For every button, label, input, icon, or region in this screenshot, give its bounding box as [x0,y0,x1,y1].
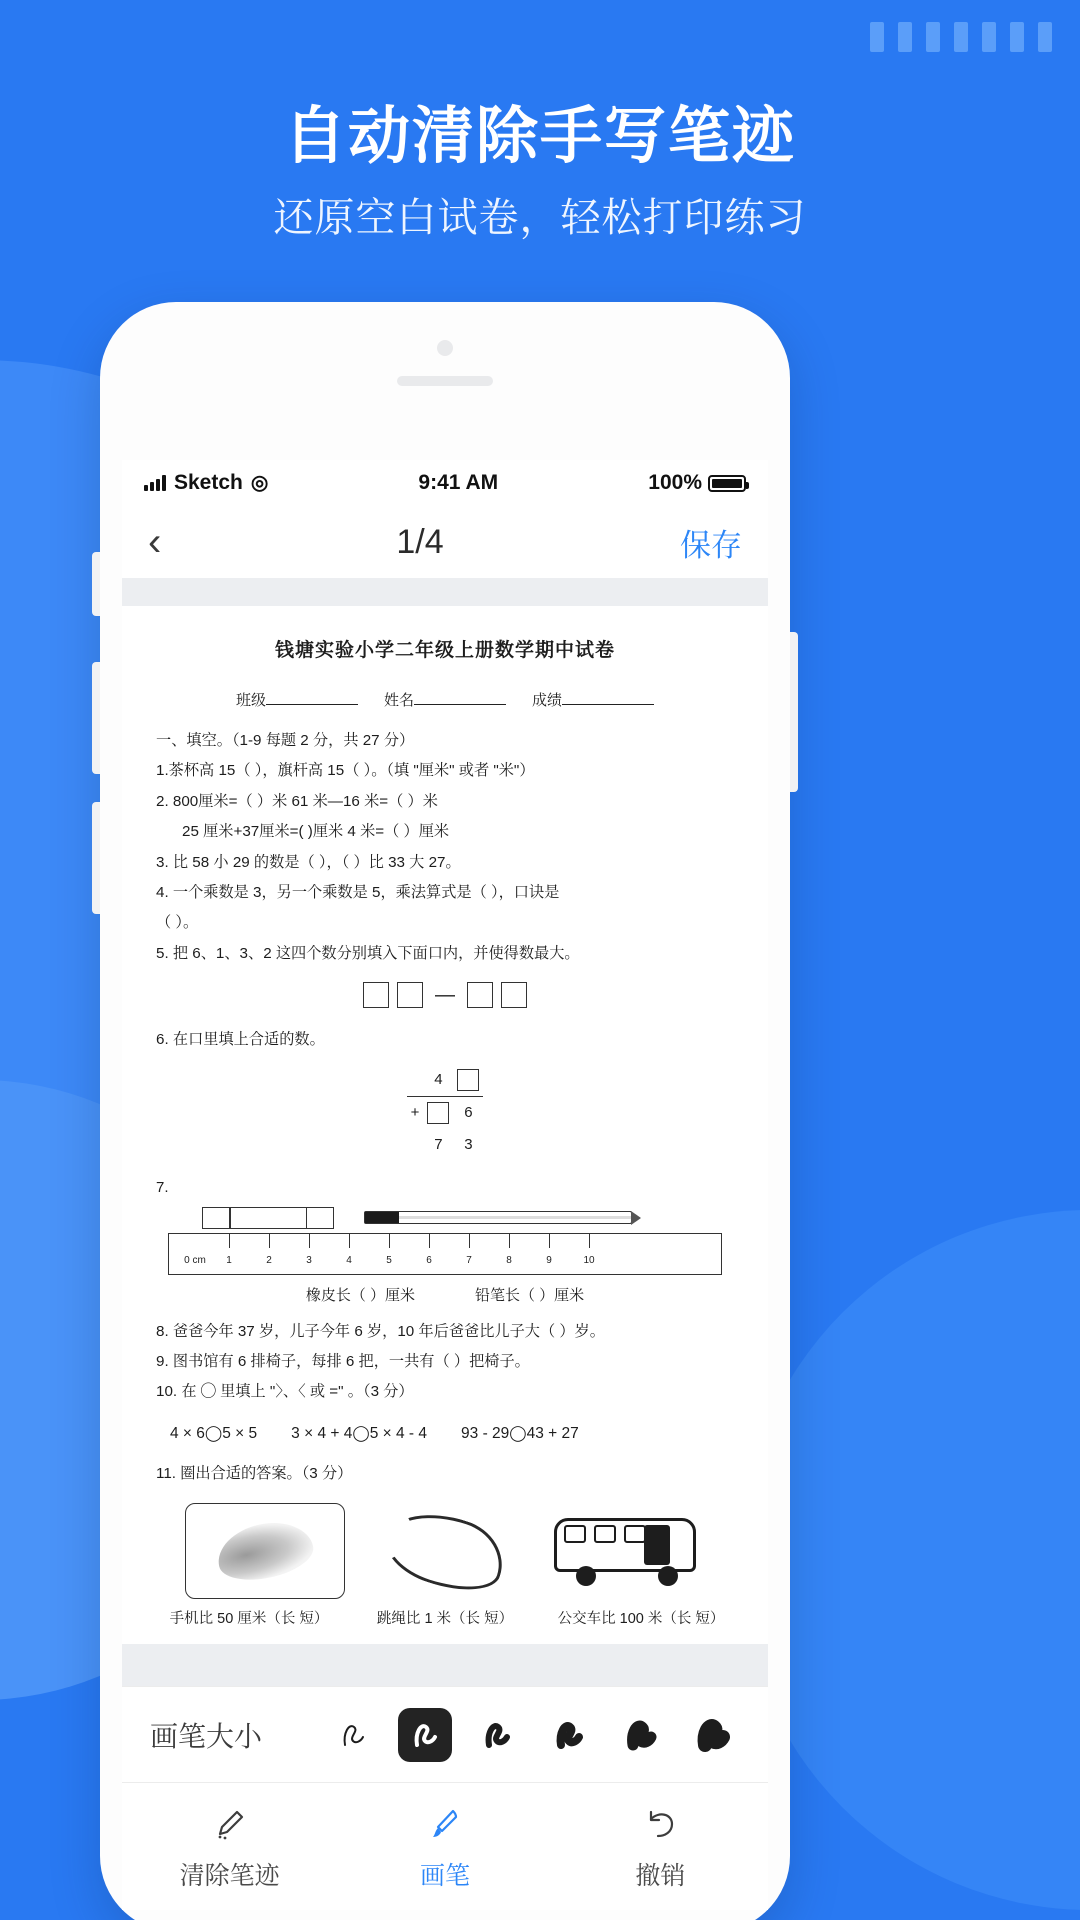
ruler-tick-label: 10 [583,1254,595,1266]
q11-pictures [156,1503,734,1599]
undo-icon [641,1802,679,1846]
vadd-digit: 6 [453,1096,483,1129]
bottom-tab-bar [122,1782,768,1910]
ruler-tick-label: 7 [466,1254,472,1266]
q11-caption: 跳绳比 1 米（长 短） [376,1611,514,1628]
ruler-tick-label: 6 [426,1254,432,1266]
promo-headline: 自动清除手写笔迹 [283,102,796,171]
jump-rope-icon [365,1503,525,1599]
tab-clear-handwriting[interactable] [122,1802,337,1892]
wifi-icon: ◎ [250,472,269,494]
brush-icon [426,1802,464,1846]
eraser-drawing [202,1207,334,1229]
exam-fields [156,686,734,716]
carrier-name: Sketch [174,471,243,494]
ruler-tick-label: 2 [266,1254,272,1266]
exam-line: （ ）。 [156,914,199,932]
minus-sign: — [435,984,455,1007]
ruler-tick-label: 4 [346,1254,352,1266]
exam-line: 10. 在 ◯ 里填上 "〉、〈 或 =" 。（3 分） [156,1383,414,1401]
tab-label: 画笔 [419,1861,470,1890]
exam-line: 5. 把 6、1、3、2 这四个数分别填入下面口内，并使得数最大。 [156,944,580,962]
promo-subheadline: 还原空白试卷，轻松打印练习 [273,196,807,240]
power-button[interactable] [790,632,798,792]
q6-vertical-addition [156,1064,734,1161]
exam-line: 8. 爸爸今年 37 岁，儿子今年 6 岁，10 年后爸爸比儿子大（ ）岁。 [156,1322,605,1340]
bus-icon [545,1503,705,1599]
vadd-plus: + [407,1096,424,1129]
brush-size-option-6[interactable] [686,1708,740,1762]
app-nav-bar [122,506,768,578]
tab-label: 撤销 [635,1861,686,1890]
expression: 93 - 29◯43 + 27 [461,1424,579,1442]
pencil-length-label: 铅笔长（ ）厘米 [475,1286,585,1304]
brush-size-option-5[interactable] [614,1708,668,1762]
page-bottom-spacer [122,1644,768,1686]
q11-title: 11. 圈出合适的答案。（3 分） [156,1464,353,1482]
expression: 3 × 4 + 4◯5 × 4 - 4 [291,1424,428,1442]
ruler-tick-label: 1 [226,1254,232,1266]
section-1-title: 一、填空。（1-9 每题 2 分，共 27 分） [156,732,415,749]
ruler-unit: 0 cm [184,1254,206,1266]
earpiece-speaker [397,376,493,386]
exam-line: 3. 比 58 小 29 的数是（ ），（ ）比 33 大 27。 [156,853,461,871]
field-name: 姓名 [384,686,506,716]
brush-size-option-4[interactable] [542,1708,596,1762]
ruler-tick-label: 5 [386,1254,392,1266]
exam-line: 25 厘米+37厘米=( )厘米 4 米=（ ）厘米 [182,823,450,841]
exam-line: 4. 一个乘数是 3，另一个乘数是 5，乘法算式是（ ），口诀是 [156,884,560,902]
brush-size-option-2[interactable] [398,1708,452,1762]
answer-box [501,982,527,1008]
page-indicator: 1/4 [396,522,444,561]
exam-line: 2. 800厘米=（ ）米 61 米—16 米=（ ）米 [156,792,438,810]
volume-down-button[interactable] [92,802,100,914]
answer-box [467,982,493,1008]
tab-undo[interactable] [553,1802,768,1892]
q11-caption: 手机比 50 厘米（长 短） [169,1611,329,1628]
front-camera-icon [437,340,453,356]
eraser-pen-icon [211,1802,249,1846]
vadd-result-digit: 3 [464,1135,473,1153]
ruler-tick-label: 3 [306,1254,312,1266]
vadd-digit: 4 [434,1070,443,1088]
q11-caption: 公交车比 100 米（长 短） [557,1611,725,1628]
answer-box [363,982,389,1008]
answer-box [397,982,423,1008]
exam-line: 1.茶杯高 15（ ），旗杆高 15（ ）。（填 "厘米" 或者 "米"） [156,762,535,780]
q11-captions [156,1605,734,1634]
phone-screen [122,460,768,1910]
brush-size-option-1[interactable] [326,1708,380,1762]
back-button[interactable]: ‹ [148,520,162,564]
q7-figure [156,1173,734,1311]
mute-switch[interactable] [92,552,100,616]
answer-box [457,1069,479,1091]
eraser-length-label: 橡皮长（ ）厘米 [305,1286,415,1304]
vadd-result-digit: 7 [434,1135,443,1153]
status-bar [122,460,768,506]
expression: 4 × 6◯5 × 5 [170,1424,258,1442]
signal-bars-icon [144,475,166,491]
q7-number: 7. [156,1178,169,1196]
brush-size-option-3[interactable] [470,1708,524,1762]
ruler-tick-label: 8 [506,1254,512,1266]
answer-box [427,1102,449,1124]
battery-percent: 100% [648,471,702,494]
decorative-circle-3 [740,1210,1080,1910]
tab-label: 清除笔迹 [179,1861,280,1890]
field-score: 成绩 [532,686,654,716]
tab-brush[interactable] [337,1802,552,1892]
volume-up-button[interactable] [92,662,100,774]
decorative-dot-row [870,22,1052,52]
brush-size-options [284,1708,740,1762]
page-top-spacer [122,578,768,606]
brush-size-label: 画笔大小 [150,1720,263,1752]
phone-feather-icon [185,1503,345,1599]
exam-line: 9. 图书馆有 6 排椅子，每排 6 把，一共有（ ）把椅子。 [156,1353,530,1371]
ruler-tick-label: 9 [546,1254,552,1266]
exam-line: 6. 在口里填上合适的数。 [156,1031,325,1049]
phone-mockup [100,302,790,1920]
q5-answer-boxes [156,975,734,1015]
save-button[interactable]: 保存 [680,527,742,563]
q10-expressions [156,1418,734,1449]
ruler-drawing [168,1233,722,1275]
status-time: 9:41 AM [418,471,499,494]
exam-title: 钱塘实验小学二年级上册数学期中试卷 [274,640,615,661]
battery-full-icon [708,475,746,492]
field-class: 班级 [236,686,358,716]
scanned-document[interactable] [122,606,768,1644]
pencil-drawing [364,1211,632,1224]
brush-size-bar [122,1686,768,1782]
